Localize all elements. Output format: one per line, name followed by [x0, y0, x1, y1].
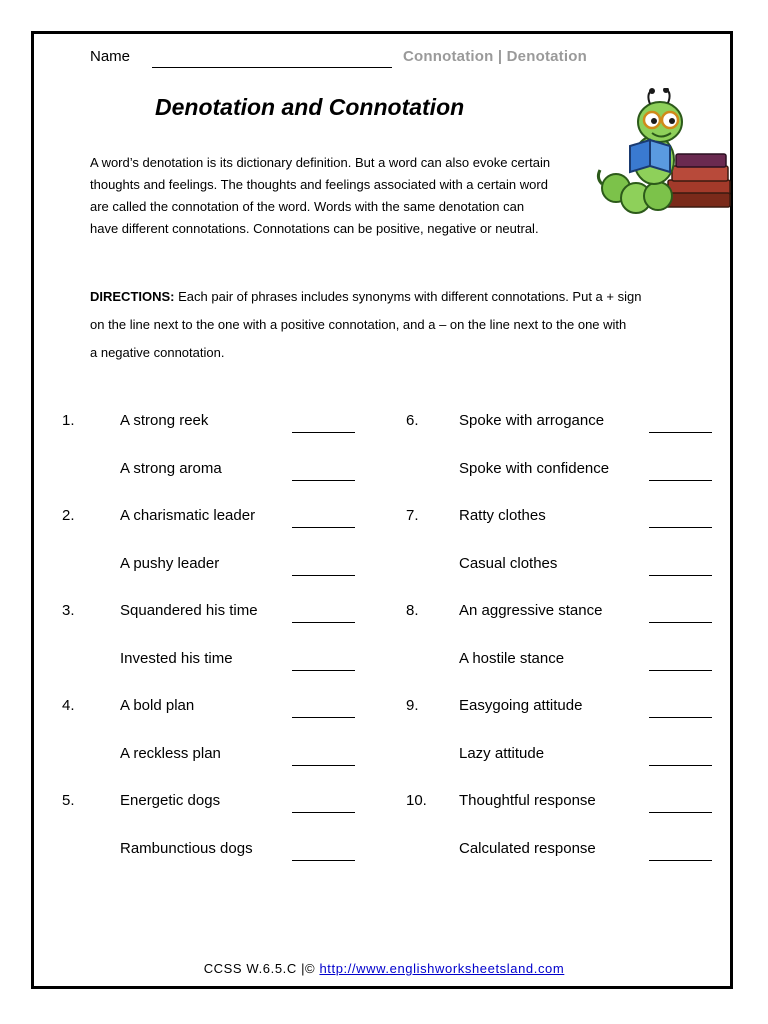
- answer-blank[interactable]: [649, 575, 712, 576]
- answer-blank[interactable]: [292, 717, 355, 718]
- answer-blank[interactable]: [649, 432, 712, 433]
- phrase-option: Spoke with arrogance: [459, 412, 605, 429]
- footer-standard: CCSS W.6.5.C |©: [203, 961, 320, 976]
- answer-blank[interactable]: [292, 432, 355, 433]
- intro-line: A word’s denotation is its dictionary definition. But a word can also evoke certain: [90, 155, 551, 170]
- directions-line: on the line next to the one with a positive connotation, and a – on the line next to the one with: [90, 317, 627, 332]
- phrase-option: A hostile stance: [459, 650, 565, 667]
- phrase-option: Calculated response: [459, 840, 596, 857]
- phrase-option: A charismatic leader: [120, 507, 256, 524]
- name-label: Name: [90, 48, 131, 65]
- answer-blank[interactable]: [292, 765, 355, 766]
- answer-blank[interactable]: [292, 670, 355, 671]
- directions-line: Each pair of phrases includes synonyms with different connotations. Put a + sign: [174, 289, 642, 304]
- question-number: 3.: [62, 602, 75, 619]
- phrase-option: A bold plan: [120, 697, 195, 714]
- answer-blank[interactable]: [649, 812, 712, 813]
- question-number: 5.: [62, 792, 75, 809]
- phrase-option: A reckless plan: [120, 745, 221, 762]
- answer-blank[interactable]: [292, 527, 355, 528]
- phrase-option: Energetic dogs: [120, 792, 221, 809]
- phrase-option: A pushy leader: [120, 555, 220, 572]
- directions-label: DIRECTIONS:: [90, 289, 175, 304]
- answer-blank[interactable]: [649, 527, 712, 528]
- question-number: 1.: [62, 412, 75, 429]
- answer-blank[interactable]: [292, 480, 355, 481]
- phrase-option: Lazy attitude: [459, 745, 545, 762]
- phrase-option: Invested his time: [120, 650, 233, 667]
- phrase-option: A strong reek: [120, 412, 209, 429]
- page-title: Denotation and Connotation: [155, 94, 465, 120]
- intro-line: thoughts and feelings. The thoughts and feelings associated with a certain word: [90, 177, 548, 192]
- phrase-option: Squandered his time: [120, 602, 258, 619]
- answer-blank[interactable]: [292, 575, 355, 576]
- question-number: 6.: [406, 412, 419, 429]
- question-number: 7.: [406, 507, 419, 524]
- answer-blank[interactable]: [649, 670, 712, 671]
- phrase-option: An aggressive stance: [459, 602, 603, 619]
- bookworm-reading-icon: [596, 88, 736, 228]
- phrase-option: Thoughtful response: [459, 792, 596, 809]
- phrase-option: A strong aroma: [120, 460, 222, 477]
- website-link[interactable]: http://www.englishworksheetsland.com: [319, 961, 565, 976]
- question-number: 9.: [406, 697, 419, 714]
- phrase-option: Casual clothes: [459, 555, 558, 572]
- question-number: 4.: [62, 697, 75, 714]
- name-field-line[interactable]: [152, 67, 392, 68]
- question-number: 8.: [406, 602, 419, 619]
- phrase-option: Spoke with confidence: [459, 460, 610, 477]
- answer-blank[interactable]: [649, 480, 712, 481]
- worksheet-topic: Connotation | Denotation: [403, 48, 587, 65]
- phrase-option: Easygoing attitude: [459, 697, 583, 714]
- answer-blank[interactable]: [649, 717, 712, 718]
- answer-blank[interactable]: [649, 860, 712, 861]
- footer: [0, 961, 768, 976]
- answer-blank[interactable]: [649, 622, 712, 623]
- question-number: 10.: [406, 792, 427, 809]
- answer-blank[interactable]: [292, 622, 355, 623]
- question-number: 2.: [62, 507, 75, 524]
- answer-blank[interactable]: [649, 765, 712, 766]
- intro-paragraph: [90, 152, 600, 240]
- phrase-option: Ratty clothes: [459, 507, 546, 524]
- phrase-option: Rambunctious dogs: [120, 840, 253, 857]
- directions-paragraph: [90, 283, 690, 367]
- answer-blank[interactable]: [292, 860, 355, 861]
- directions-line: a negative connotation.: [90, 345, 225, 360]
- intro-line: are called the connotation of the word. Words with the same denotation can: [90, 199, 525, 214]
- answer-blank[interactable]: [292, 812, 355, 813]
- intro-line: have different connotations. Connotations can be positive, negative or neutral.: [90, 221, 539, 236]
